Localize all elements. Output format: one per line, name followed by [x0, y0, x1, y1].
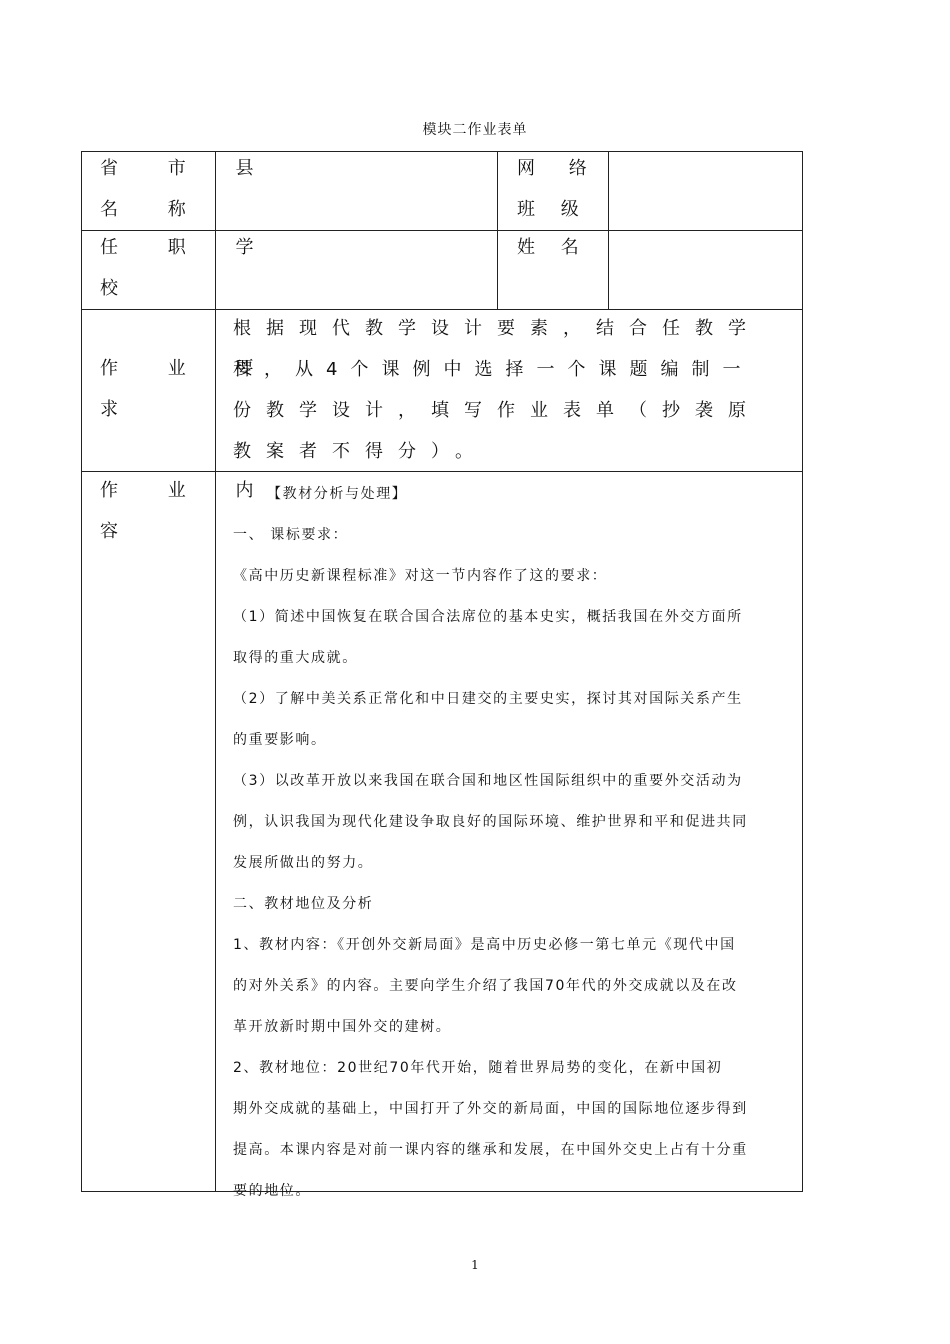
paragraph-line: （3）以改革开放以来我国在联合国和地区性国际组织中的重要外交活动为 [233, 773, 743, 789]
paragraph-line: （1）简述中国恢复在联合国合法席位的基本史实，概括我国在外交方面所 [233, 609, 743, 625]
paragraph-line: 例，认识我国为现代化建设争取良好的国际环境、维护世界和平和促进共同 [233, 814, 748, 830]
paragraph-line: 期外交成就的基础上，中国打开了外交的新局面，中国的国际地位逐步得到 [233, 1101, 748, 1117]
school-label-line2: 校 [100, 278, 140, 299]
paragraph-line: 发展所做出的努力。 [233, 855, 374, 871]
name-label: 姓 名 [517, 237, 589, 258]
requirement-label-line2: 求 [100, 399, 140, 420]
paragraph-line: 的对外关系》的内容。主要向学生介绍了我国70年代的外交成就以及在改 [233, 978, 738, 994]
school-value-field[interactable] [216, 231, 497, 309]
homework-content [233, 474, 795, 1212]
section-title: 一、 课标要求： [233, 527, 349, 543]
region-label-line1: 省 市 县 [100, 158, 276, 179]
requirement-text-line1: 根据现代教学设计要素，结合任教学 [233, 318, 761, 339]
paragraph-line: （2）了解中美关系正常化和中日建交的主要史实，探讨其对国际关系产生 [233, 691, 743, 707]
paragraph-line: 的重要影响。 [233, 732, 327, 748]
content-label-line1: 作 业 内 [100, 480, 276, 501]
paragraph-line: 2、教材地位：20世纪70年代开始，随着世界局势的变化，在新中国初 [233, 1060, 723, 1076]
requirement-text-line4: 教案者不得分）。 [233, 441, 488, 462]
paragraph-line: 取得的重大成就。 [233, 650, 358, 666]
paragraph-line: 提高。本课内容是对前一课内容的继承和发展，在中国外交史上占有十分重 [233, 1142, 748, 1158]
name-value-field[interactable] [609, 231, 802, 309]
paragraph-line: 1、教材内容：《开创外交新局面》是高中历史必修一第七单元《现代中国 [233, 937, 736, 953]
class-value-field[interactable] [609, 152, 802, 230]
requirement-label-line1: 作 业 要 [100, 358, 276, 379]
content-label-line2: 容 [100, 521, 140, 542]
class-label-line2: 班 级 [517, 199, 589, 220]
section-title: 二、教材地位及分析 [233, 896, 374, 912]
paragraph-line: 《高中历史新课程标准》对这一节内容作了这的要求： [233, 568, 608, 584]
school-label-line1: 任 职 学 [100, 237, 276, 258]
page-title: 模块二作业表单 [422, 122, 528, 138]
requirement-text-line2: 科，从4个课例中选择一个课题编制一 [233, 359, 754, 380]
paragraph-line: 革开放新时期中国外交的建树。 [233, 1019, 452, 1035]
requirement-text-line3: 份教学设计，填写作业表单（抄袭原 [233, 400, 761, 421]
region-label-line2: 名 称 [100, 199, 208, 220]
page-number: 1 [471, 1258, 479, 1272]
content-heading: 【教材分析与处理】 [267, 486, 408, 502]
paragraph-line: 要的地位。 [233, 1183, 311, 1199]
class-label-line1: 网 络 [517, 158, 601, 179]
region-value-field[interactable] [216, 152, 497, 230]
